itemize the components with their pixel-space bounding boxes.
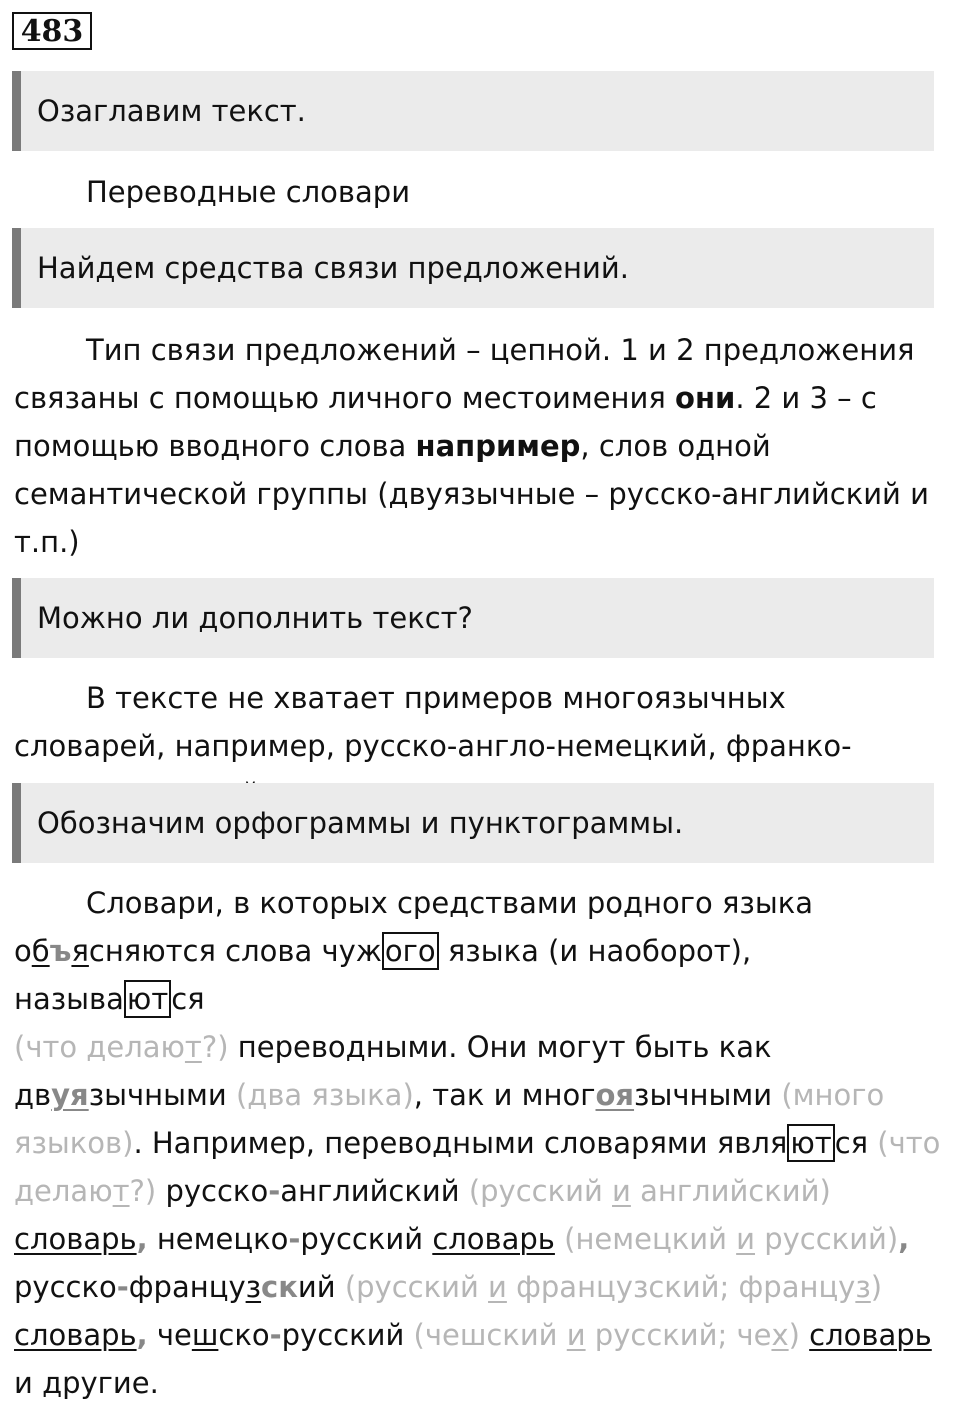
- hyphen-mark: -: [288, 1222, 301, 1256]
- root-part: зычными: [88, 1078, 227, 1112]
- question-extend-text: Можно ли дополнить текст?: [37, 601, 473, 635]
- root-part: дв: [14, 1078, 52, 1112]
- suffix-marked: ск: [261, 1270, 298, 1304]
- question-extend: [12, 578, 934, 658]
- answer-title: [14, 168, 944, 216]
- analysis-paragraph: [14, 879, 944, 1407]
- connecting-vowel: оя: [595, 1078, 635, 1112]
- question-links: [12, 228, 934, 308]
- hint-text: ?): [129, 1174, 157, 1208]
- answer-extend-text: В тексте не хватает примеров многоязычных словарей, например, русско-англо-немецкий, франко-: [14, 681, 852, 763]
- hint-text: (русский: [468, 1174, 613, 1208]
- hint-text: (два языка): [235, 1078, 414, 1112]
- hint-text: (немецкий: [564, 1222, 737, 1256]
- question-title-text: Озаглавим текст.: [37, 94, 306, 128]
- root-part: английский: [280, 1174, 460, 1208]
- hint-letter: з: [855, 1270, 871, 1304]
- pronoun-bold: они: [675, 381, 736, 415]
- root-part: че: [156, 1318, 192, 1352]
- hint-question: [564, 1222, 898, 1256]
- question-orthograms: [12, 783, 934, 863]
- root-part: русско: [165, 1174, 269, 1208]
- question-orthograms-text: Обозначим орфограммы и пунктограммы.: [37, 806, 684, 840]
- hint-text: ): [870, 1270, 883, 1304]
- subject-word: словарь: [432, 1222, 555, 1256]
- question-links-text: Найдем средства связи предложений.: [37, 251, 629, 285]
- hint-question: [345, 1270, 882, 1304]
- root-part: францу: [128, 1270, 246, 1304]
- root-part: мног: [521, 1078, 596, 1112]
- text-fragment: и другие.: [14, 1366, 159, 1400]
- hint-question: [414, 1318, 800, 1352]
- letter: сняются: [88, 934, 216, 968]
- comma-mark: ,: [136, 1318, 148, 1352]
- root-part: ко: [234, 1318, 270, 1352]
- hint-text: французский; францу: [506, 1270, 856, 1304]
- hint-text: русский): [755, 1222, 899, 1256]
- hint-letter: т: [184, 1030, 202, 1064]
- subject-word: словарь: [14, 1222, 137, 1256]
- ending-box: ют: [124, 980, 171, 1018]
- hint-text: (что делаю: [14, 1030, 185, 1064]
- hint-text: ): [788, 1318, 800, 1352]
- answer-title-text: Переводные словари: [86, 175, 411, 209]
- ending-box: ют: [787, 1124, 834, 1162]
- text-fragment: Словари, в которых средствами родного языка: [86, 886, 814, 920]
- hint-letter: и: [736, 1222, 755, 1256]
- hint-text: русский; че: [585, 1318, 772, 1352]
- hard-sign-marked: ъ: [49, 934, 72, 968]
- hint-text: английский): [630, 1174, 831, 1208]
- text-fragment: , так и: [413, 1078, 522, 1112]
- letter-underlined: я: [71, 934, 89, 968]
- text-fragment: ся: [834, 1126, 869, 1160]
- comma-mark: ,: [136, 1222, 148, 1256]
- question-title: [12, 71, 934, 151]
- hint-letter: и: [566, 1318, 586, 1352]
- hint-question: [469, 1174, 831, 1208]
- intro-word-bold: например: [415, 429, 581, 463]
- ending-box: ого: [382, 932, 439, 970]
- hint-text: (русский: [344, 1270, 489, 1304]
- subject-word: словарь: [809, 1318, 932, 1352]
- text-fragment: языка (и наоборот), называ: [14, 934, 752, 1016]
- letter: о: [14, 934, 32, 968]
- root-part: русский: [281, 1318, 405, 1352]
- text-fragment: ся: [171, 982, 205, 1016]
- root-part: русский: [300, 1222, 424, 1256]
- root-part: немецко: [156, 1222, 289, 1256]
- answer-links-part: , слов одной семантической группы (двуязычные – русско-английский и т.п.): [14, 429, 929, 559]
- subject-word: словарь: [14, 1318, 137, 1352]
- connecting-vowel: уя: [51, 1078, 89, 1112]
- word-obyasnyayutsya: [14, 934, 216, 968]
- hint-text: (что делаю: [14, 1126, 941, 1208]
- hint-letter: т: [112, 1174, 130, 1208]
- text-fragment: слова чуж: [215, 934, 382, 968]
- root-part: ий: [297, 1270, 336, 1304]
- hyphen-mark: -: [116, 1270, 129, 1304]
- letter-underlined: з: [245, 1270, 262, 1304]
- hint-text: (много языков): [14, 1078, 885, 1160]
- task-number: 483: [12, 12, 92, 50]
- text-fragment: переводными. Они могут быть как: [228, 1030, 772, 1064]
- hint-question: [14, 1030, 229, 1064]
- hint-text: (чешский: [413, 1318, 567, 1352]
- hint-letter: и: [488, 1270, 507, 1304]
- letter-underlined: ш: [191, 1318, 219, 1352]
- comma-mark: ,: [898, 1222, 910, 1256]
- hyphen-mark: -: [269, 1318, 282, 1352]
- hyphen-mark: -: [268, 1174, 281, 1208]
- answer-links-part: Тип связи предложений – цепной. 1 и 2 предложения связаны с помощью личного местоимения: [14, 333, 915, 415]
- root-part: с: [218, 1318, 235, 1352]
- root-part: русско: [14, 1270, 117, 1304]
- hint-letter: и: [612, 1174, 631, 1208]
- answer-links: [14, 326, 944, 566]
- hint-text: ?): [201, 1030, 229, 1064]
- text-fragment: . Например, переводными словарями явля: [133, 1126, 788, 1160]
- letter-underlined: б: [31, 934, 50, 968]
- answer-links-part: . 2 и 3 – с помощью вводного слова: [14, 381, 877, 463]
- root-part: зычными: [634, 1078, 773, 1112]
- hint-letter: х: [771, 1318, 789, 1352]
